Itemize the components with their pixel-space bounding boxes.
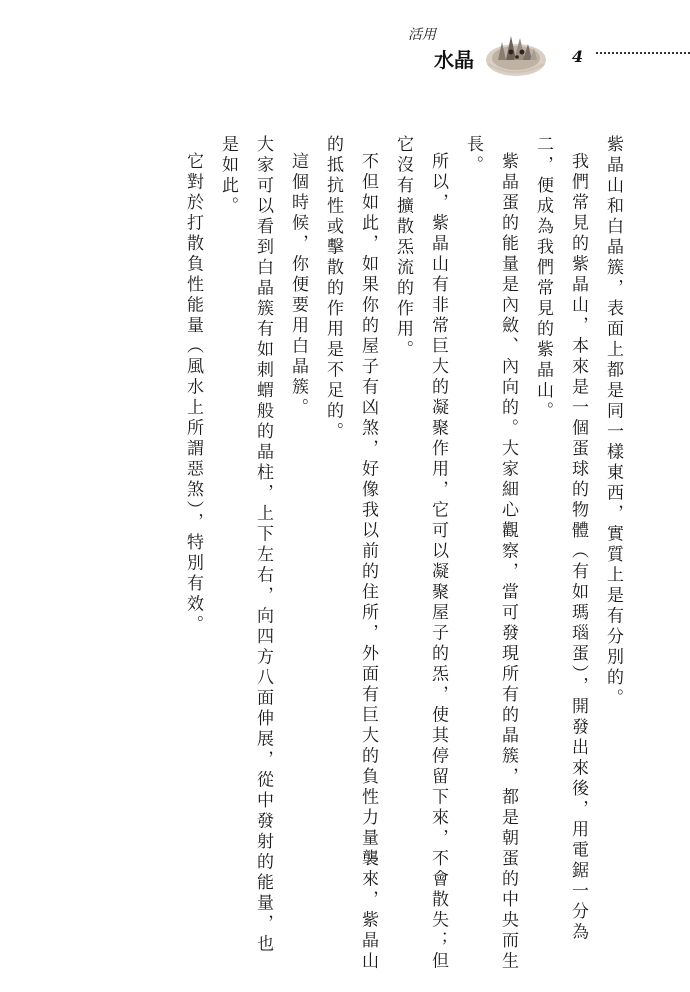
body-text [175,135,630,975]
paragraph-2: 我們常見的紫晶山，本來是一個蛋球的物體（有如瑪瑙蛋），開發出來後，用電鋸一分為二，便成為我們常見的紫晶山。 [533,135,588,943]
paragraph-7: 大家可以看到白晶簇有如刺蝟般的晶柱，上下左右，向四方八面伸展，從中發射的能量，也是如此。 [218,135,273,955]
crystal-cluster-icon [484,30,548,78]
paragraph-3: 紫晶蛋的能量是內斂、內向的。大家細心觀察，當可發現所有的晶簇，都是朝蛋的中央而生長。 [463,135,518,972]
paragraph-6: 這個時候，你便要用白晶簇。 [288,152,308,419]
running-header [400,14,690,84]
series-label: 活用 [408,27,436,43]
paragraph-8: 它對於打散負性能量（風水上所謂惡煞），特別有效。 [183,152,203,636]
book-title: 水晶 [434,48,474,72]
page-number: 4 [572,47,584,66]
paragraph-1: 紫晶山和白晶簇，表面上都是同一樣東西，實質上是有分別的。 [603,135,623,709]
header-dotted-rule [596,52,690,54]
paragraph-4: 所以，紫晶山有非常巨大的凝聚作用，它可以凝聚屋子的炁，使其停留下來，不會散失；但它沒有擴散炁流的作用。 [393,135,448,972]
paragraph-5: 不但如此，如果你的屋子有凶煞，好像我以前的住所，外面有巨大的負性力量襲來，紫晶山的抵抗性或擊散的作用是不足的。 [323,135,378,972]
